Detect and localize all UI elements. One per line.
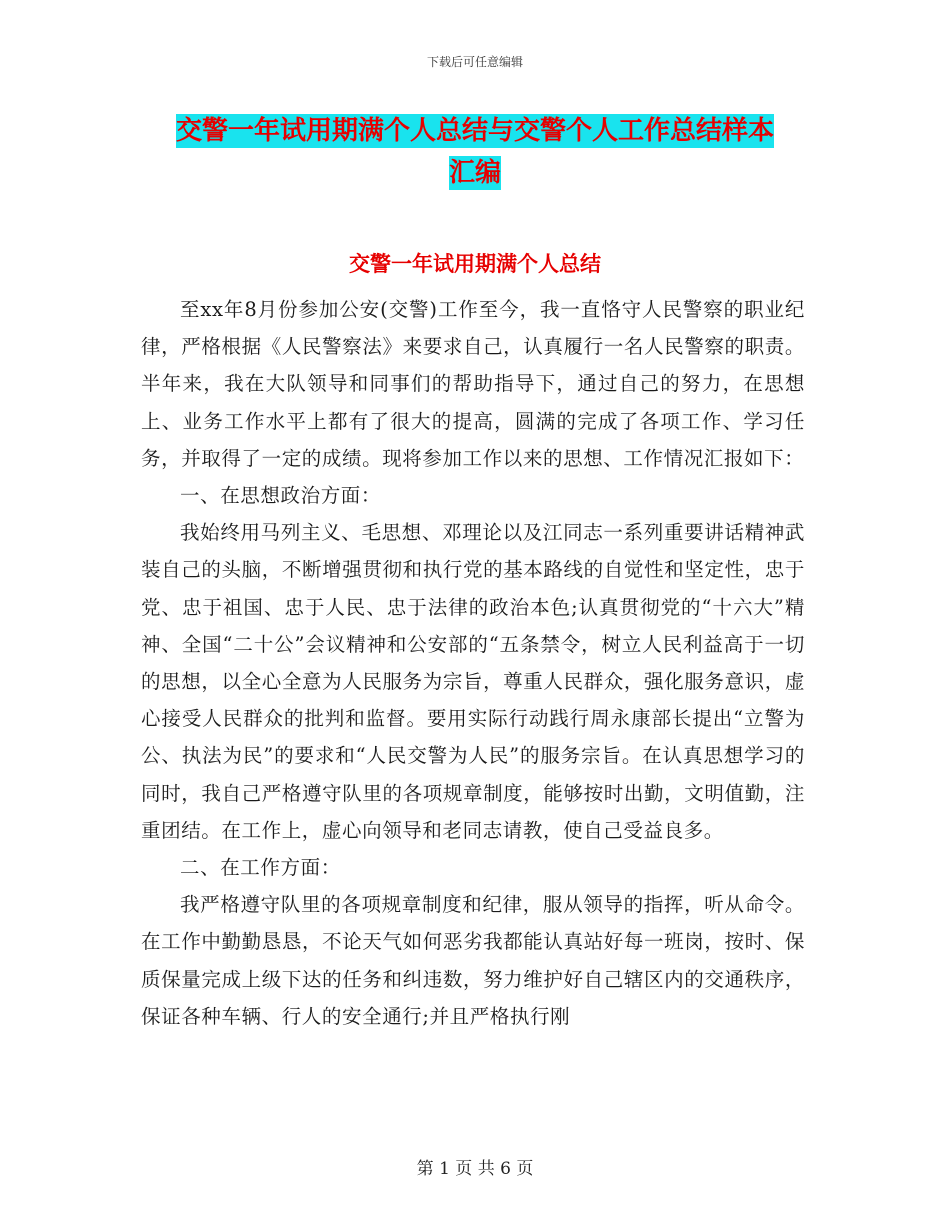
document-title-line1: 交警一年试用期满个人总结与交警个人工作总结样本 <box>175 116 774 146</box>
section-title: 交警一年试用期满个人总结 <box>349 252 601 276</box>
paragraph: 至xx年8月份参加公安(交警)工作至今，我一直恪守人民警察的职业纪律，严格根据《人民警察法》来要求自己，认真履行一名人民警察的职责。半年来，我在大队领导和同事们的帮助指导下，通过自己的努力，在思想上、业务工作水平上都有了很大的提高，圆满的完成了各项工作、学习任务，并取得了一定的成绩。现将参加工作以来的思想、工作情况汇报如下： <box>141 298 805 470</box>
page-footer: 第 1 页 共 6 页 <box>416 1159 534 1179</box>
body-text <box>141 291 805 1035</box>
paragraph: 一、在思想政治方面： <box>180 484 382 508</box>
document-title <box>140 110 810 194</box>
paragraph: 我严格遵守队里的各项规章制度和纪律，服从领导的指挥，听从命令。在工作中勤勤恳恳，不论天气如何恶劣我都能认真站好每一班岗，按时、保质保量完成上级下达的任务和纠违数，努力维护好自己辖区内的交通秩序，保证各种车辆、行人的安全通行;并且严格执行刚 <box>141 893 805 1028</box>
paragraph: 我始终用马列主义、毛思想、邓理论以及江同志一系列重要讲话精神武装自己的头脑，不断增强贯彻和执行党的基本路线的自觉性和坚定性，忠于党、忠于祖国、忠于人民、忠于法律的政治本色;认真贯彻党的“十六大”精神、全国“二十公”会议精神和公安部的“五条禁令，树立人民利益高于一切的思想，以全心全意为人民服务为宗旨，尊重人民群众，强化服务意识，虚心接受人民群众的批判和监督。要用实际行动践行周永康部长提出“立警为公、执法为民”的要求和“人民交警为人民”的服务宗旨。在认真思想学习的同时，我自己严格遵守队里的各项规章制度，能够按时出勤，文明值勤，注重团结。在工作上，虚心向领导和老同志请教，使自己受益良多。 <box>141 521 805 842</box>
document-title-line2: 汇编 <box>448 158 501 188</box>
paragraph: 二、在工作方面： <box>180 856 341 880</box>
header-note: 下载后可任意编辑 <box>426 55 523 69</box>
